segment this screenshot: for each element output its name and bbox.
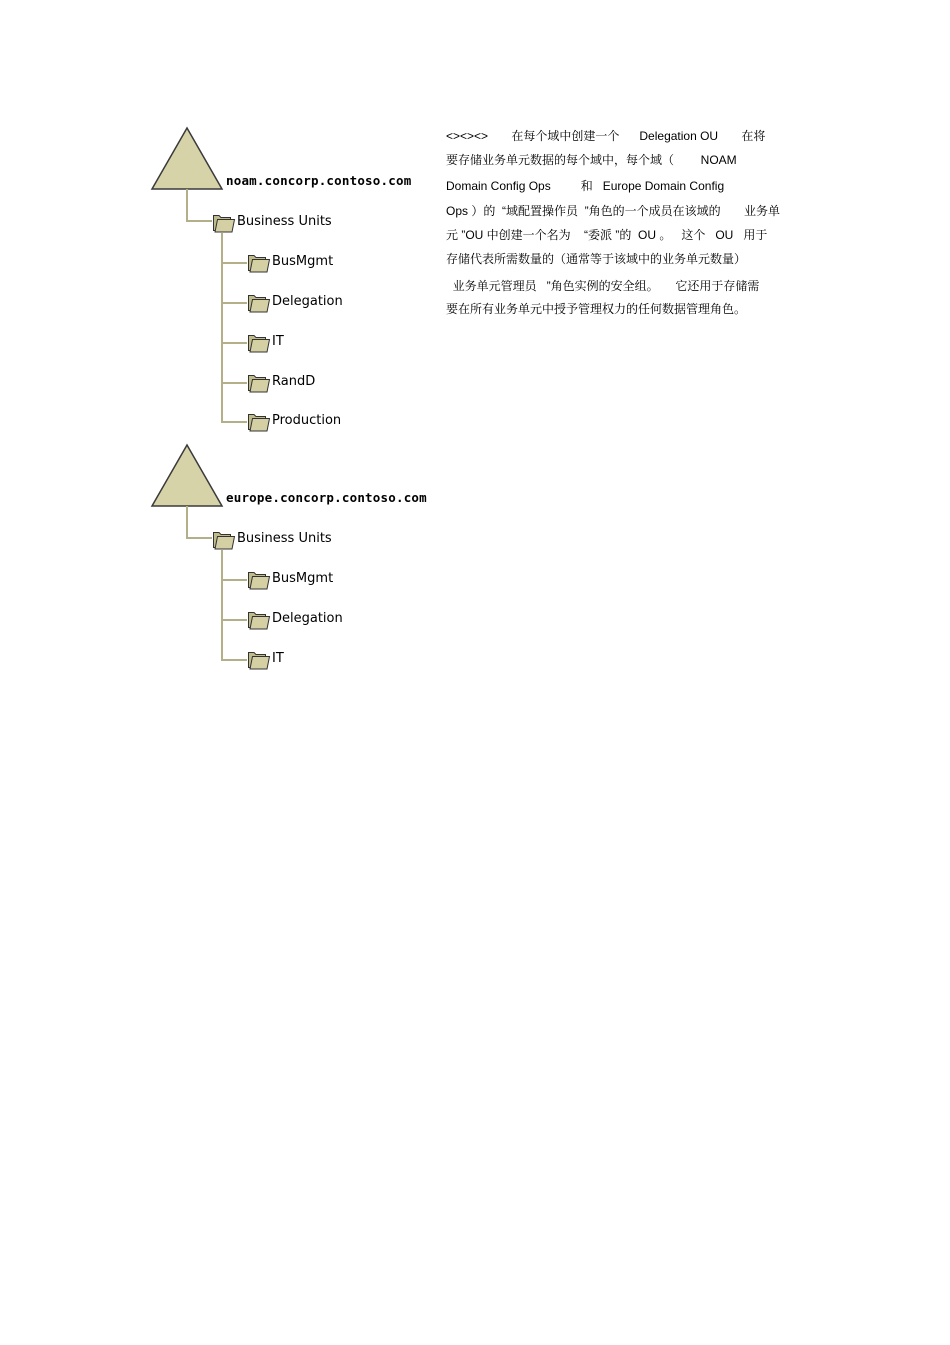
- node-label: Production: [272, 413, 342, 428]
- folder-icon: [247, 410, 271, 432]
- node-label: IT: [272, 334, 284, 349]
- text-line: 业务单元管理员 ”角色实例的安全组。 它还用于存储需: [446, 279, 760, 293]
- domain-name-label: europe.concorp.contoso.com: [226, 490, 427, 505]
- domain-triangle-icon: [152, 128, 222, 189]
- folder-icon: [247, 331, 271, 353]
- node-label: BusMgmt: [272, 571, 334, 586]
- node-label: IT: [272, 651, 284, 666]
- text-line: Domain Config Ops 和 Europe Domain Config: [446, 179, 725, 193]
- domain-name-label: noam.concorp.contoso.com: [226, 173, 412, 188]
- node-label: RandD: [272, 374, 316, 389]
- folder-icon: [212, 211, 236, 233]
- folder-icon: [247, 648, 271, 670]
- folder-icon: [212, 528, 236, 550]
- text-line: 要存储业务单元数据的每个域中，每个域（ NOAM: [446, 153, 737, 167]
- tree-graphic: [150, 442, 450, 672]
- text-line: 存储代表所需数量的（通常等于该域中的业务单元数量）: [446, 252, 747, 266]
- folder-icon: [247, 371, 271, 393]
- folder-icon: [247, 291, 271, 313]
- folder-icon: [247, 608, 271, 630]
- folder-icon: [247, 568, 271, 590]
- node-label: Delegation: [272, 294, 343, 309]
- node-label: Business Units: [237, 214, 332, 229]
- domain-tree-europe: [150, 442, 450, 672]
- node-label: Business Units: [237, 531, 332, 546]
- text-line: 元 ”OU 中创建一个名为 “委派 ”的 OU 。 这个 OU 用于: [446, 228, 768, 242]
- domain-tree-noam: [150, 125, 450, 435]
- text-line: 要在所有业务单元中授予管理权力的任何数据管理角色。: [446, 302, 747, 316]
- text-line: <><><> 在每个域中创建一个 Delegation OU 在将: [446, 129, 766, 143]
- text-line: Ops ）的 “域配置操作员 ”角色的一个成员在该域的 业务单: [446, 204, 781, 218]
- domain-triangle-icon: [152, 445, 222, 506]
- node-label: BusMgmt: [272, 254, 334, 269]
- folder-icon: [247, 251, 271, 273]
- node-label: Delegation: [272, 611, 343, 626]
